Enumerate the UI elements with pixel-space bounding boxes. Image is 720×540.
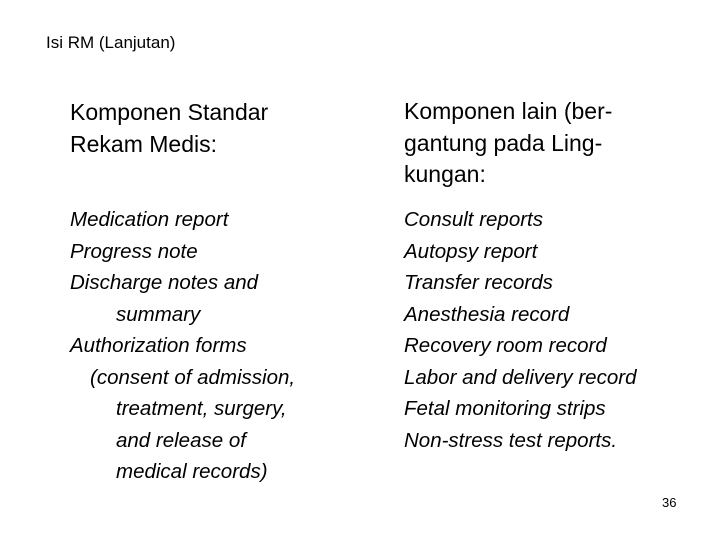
list-item: Autopsy report bbox=[404, 239, 538, 263]
list-item: Progress note bbox=[70, 239, 198, 263]
list-item-continuation: and release of bbox=[116, 428, 246, 452]
heading-line: Komponen lain (ber- bbox=[404, 98, 613, 124]
other-components-heading bbox=[404, 96, 704, 191]
list-item: Medication report bbox=[70, 208, 229, 231]
heading-line: kungan: bbox=[404, 161, 486, 187]
list-item: Labor and delivery record bbox=[404, 365, 637, 389]
other-components-column bbox=[404, 96, 704, 452]
heading-line: gantung pada Ling- bbox=[404, 129, 603, 156]
slide-title: Isi RM (Lanjutan) bbox=[46, 33, 176, 52]
list-item: Authorization forms bbox=[70, 334, 247, 357]
standard-components-column bbox=[70, 96, 370, 483]
list-item-continuation: (consent of admission, bbox=[90, 365, 296, 389]
list-item: Transfer records bbox=[404, 271, 553, 294]
list-item: Non-stress test reports. bbox=[404, 428, 618, 452]
list-item: Anesthesia record bbox=[404, 302, 570, 326]
list-item-continuation: medical records) bbox=[116, 460, 268, 483]
other-components-list bbox=[404, 204, 636, 456]
list-item: Recovery room record bbox=[404, 334, 607, 357]
list-item: Consult reports bbox=[404, 208, 544, 231]
heading-line: Komponen Standar bbox=[70, 99, 269, 125]
list-item-continuation: summary bbox=[116, 302, 201, 326]
page-number: 36 bbox=[662, 495, 677, 510]
standard-components-heading bbox=[70, 96, 370, 160]
list-item: Fetal monitoring strips bbox=[404, 397, 606, 420]
heading-line: Rekam Medis: bbox=[70, 131, 217, 157]
list-item-continuation: treatment, surgery, bbox=[116, 397, 287, 420]
list-item: Discharge notes and bbox=[70, 271, 259, 294]
standard-components-list bbox=[70, 204, 295, 488]
